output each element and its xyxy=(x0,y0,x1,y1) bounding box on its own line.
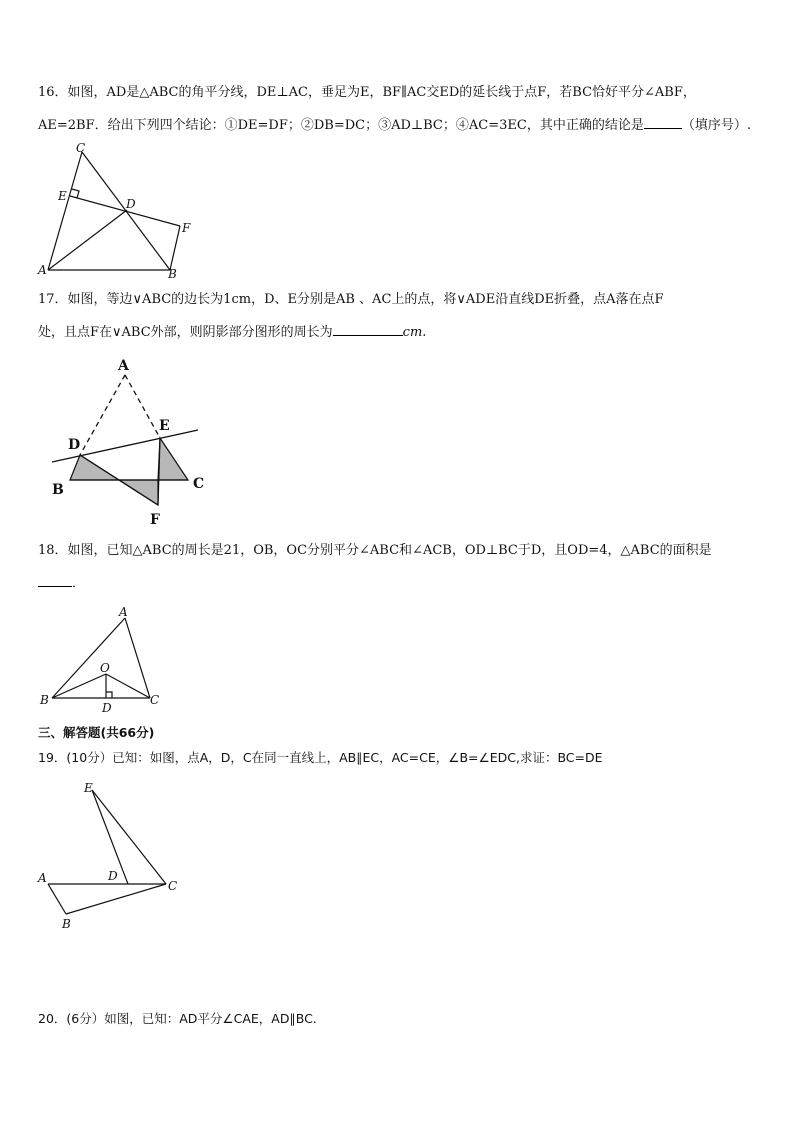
q19-figure xyxy=(30,776,200,936)
q18-segment-ob xyxy=(52,674,106,698)
q17-figure xyxy=(40,352,220,532)
q18-label-b: B xyxy=(40,693,49,707)
q18-label-c: C xyxy=(150,693,160,707)
q18-figure xyxy=(30,598,180,720)
q19-label-c: C xyxy=(168,879,178,893)
q17-line1: 17．如图，等边∨ABC的边长为1cm，D、E分别是AB 、AC上的点，将∨ADE沿直线DE折叠，点A落在点F xyxy=(38,292,664,307)
q19-text: 19．(10分）已知：如图，点A，D，C在同一直线上，AB∥EC，AC=CE，∠B=∠EDC,求证：BC=DE xyxy=(38,750,603,765)
q19-label-b: B xyxy=(62,917,71,931)
q19-segment-bc xyxy=(66,884,166,914)
q16-label-d: D xyxy=(126,197,136,211)
q16-side-ca xyxy=(48,152,82,270)
q20-text: 20．(6分）如图，已知：AD平分∠CAE，AD∥BC. xyxy=(38,1011,317,1026)
q16-label-a: A xyxy=(38,263,47,277)
q19-label-d: D xyxy=(108,869,118,883)
q16-label-c: C xyxy=(76,141,86,155)
q17-unit: cm. xyxy=(402,325,427,340)
q18-label-d: D xyxy=(102,701,112,715)
q17-line2-text: 处，且点F在∨ABC外部，则阴影部分图形的周长为 xyxy=(38,325,333,340)
q16-line2 xyxy=(38,116,751,135)
q16-label-b: B xyxy=(168,267,177,280)
q18-side-ab xyxy=(52,618,125,698)
q16-figure xyxy=(30,140,200,280)
q16-line2-tail: （填序号）. xyxy=(681,118,751,133)
q17-line2 xyxy=(38,323,426,342)
q18-label-a: A xyxy=(119,605,128,619)
q19-segment-ec xyxy=(92,790,166,884)
q18-line2 xyxy=(38,574,85,593)
q18-line2-tail: ． xyxy=(72,576,86,591)
q18-answer-blank xyxy=(38,574,72,587)
q17-answer-blank xyxy=(333,323,403,336)
q18-line1: 18．如图，已知△ABC的周长是21，OB，OC分别平分∠ABC和∠ACB，OD⊥BC于D，且OD=4，△ABC的面积是 xyxy=(38,543,712,558)
q17-label-c: C xyxy=(193,476,205,492)
section-title: 三、解答题(共66分) xyxy=(38,725,155,740)
q16-line2-text: AE=2BF．给出下列四个结论：①DE=DF；②DB=DC；③AD⊥BC；④AC=3EC，其中正确的结论是 xyxy=(38,118,644,133)
q16-label-e: E xyxy=(58,189,67,203)
q16-segment-ef xyxy=(70,196,180,226)
q17-label-a: A xyxy=(118,358,129,374)
q17-label-d: D xyxy=(68,437,81,453)
q17-label-f: F xyxy=(150,512,160,528)
q17-dashed-ae xyxy=(125,375,160,438)
q16-line1: 16．如图，AD是△ABC的角平分线，DE⊥AC，垂足为E，BF∥AC交ED的延长线于点F，若BC恰好平分∠ABF， xyxy=(38,85,696,100)
q17-label-b: B xyxy=(52,482,64,498)
q17-shaded-right xyxy=(158,438,188,480)
q19-label-a: A xyxy=(38,871,47,885)
q18-right-angle-mark xyxy=(106,692,112,698)
q16-answer-blank xyxy=(644,116,682,129)
q17-shaded-left xyxy=(70,455,119,480)
q16-label-f: F xyxy=(182,221,191,235)
q19-segment-ab xyxy=(48,884,66,914)
q19-label-e: E xyxy=(84,781,93,795)
q16-segment-ad xyxy=(48,210,127,270)
q17-dashed-ad xyxy=(80,375,125,455)
q16-segment-bf xyxy=(170,226,180,270)
q17-label-e: E xyxy=(159,418,170,434)
q18-label-o: O xyxy=(100,661,110,675)
